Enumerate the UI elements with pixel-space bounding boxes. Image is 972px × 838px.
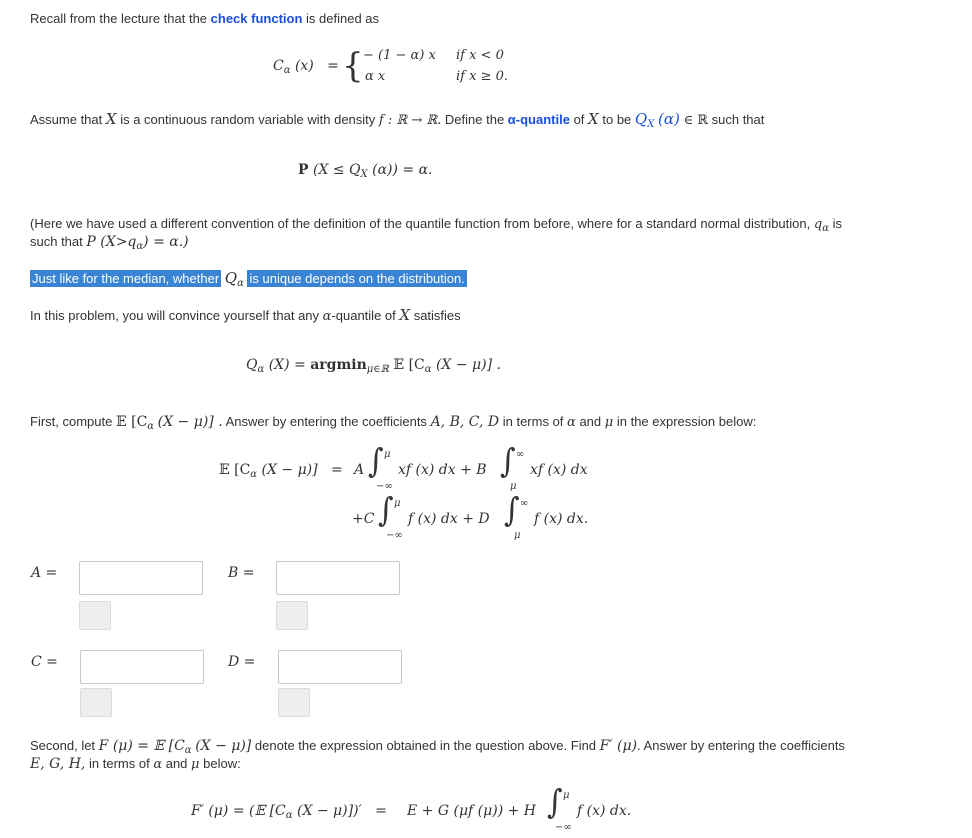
convention-note: (Here we have used a different convention of the definition of the quantile function from before, where for a standard normal distribution, $q_\alpha$ is [30,216,842,234]
label-B: B = [228,565,255,581]
argmin-eq: $Q_\alpha$ (X) = argmin$_{\mu\in ℝ}$ 𝔼 [$C_\alpha$ (X − μ)] . [246,357,501,375]
case1-cond: if x < 0 [456,48,504,63]
expectation-lhs: 𝔼 [$C_\alpha$ (X − μ)] = [219,462,343,480]
term3: f (x) dx + D [408,511,490,527]
second-instruction-line2: E, G, H, in terms of α and μ below: [30,756,241,772]
int3-lower: −∞ [386,530,403,541]
derivative-lhs: F′ (μ) = (𝔼 [$C_\alpha$ (X − μ)])′ = [191,803,387,821]
preview-B-button[interactable] [276,601,308,630]
integral-sign-5: ∫ [547,783,563,822]
label-C: C = [31,654,58,670]
int4-lower: μ [514,530,521,541]
int2-upper: ∞ [516,449,525,460]
assume-text: Assume that X is a continuous random variable with density f : ℝ → ℝ. Define the α-quantile of X to be $Q_X$ (α) ∈ ℝ such that [30,110,765,130]
answer-B-input[interactable] [276,561,400,595]
int4-upper: ∞ [520,498,529,509]
term4: f (x) dx. [534,511,589,527]
integral-sign-3: ∫ [378,491,394,530]
label-A: A = [31,565,58,581]
convince-text: In this problem, you will convince yourself that any α-quantile of X satisfies [30,306,461,324]
check-function-lhs: $C_\alpha$ (x) = [273,58,339,76]
derivative-rhs-end: f (x) dx. [577,803,632,819]
answer-C-input[interactable] [80,650,204,684]
label-D: D = [228,654,256,670]
preview-A-button[interactable] [79,601,111,630]
integral-sign-2: ∫ [500,442,516,481]
answer-A-input[interactable] [79,561,203,595]
check-function-link[interactable]: check function [210,11,303,26]
derivative-rhs: E + G (μf (μ)) + H [407,803,537,819]
preview-D-button[interactable] [278,688,310,717]
coef-A: A [354,462,365,478]
answer-D-input[interactable] [278,650,402,684]
coef-C: +C [352,511,375,527]
int2-lower: μ [510,481,517,492]
case2-expr: α x [365,69,386,84]
intro-text: Recall from the lecture that the check function is defined as [30,11,380,26]
int1-upper: μ [384,449,391,460]
int1-lower: −∞ [376,481,393,492]
case2-cond: if x ≥ 0. [456,69,508,84]
case1-expr: − (1 − α) x [363,48,436,63]
int3-upper: μ [394,498,401,509]
term2: xf (x) dx [530,462,588,478]
int5-upper: μ [563,790,570,801]
alpha-quantile-link[interactable]: α-quantile [507,112,570,127]
int5-lower: −∞ [555,822,572,833]
term1: xf (x) dx + B [398,462,487,478]
quantile-prob-eq: P ($X \le Q_X$ (α)) = α. [298,162,433,180]
second-instruction: Second, let F (μ) = 𝔼 [$C_\alpha$ (X − μ)] denote the expression obtained in the question above. Find F′ (μ). Answer by entering the coefficients [30,738,845,756]
cases-brace: { [342,46,364,86]
integral-sign-4: ∫ [504,491,520,530]
first-instruction: First, compute 𝔼 [$C_\alpha$ (X − μ)] . Answer by entering the coefficients A, B, C, D in terms of α and μ in the expression below: [30,414,757,432]
convention-note-line2: such that P $(X>q_\alpha) = \alpha$.) [30,234,189,252]
integral-sign-1: ∫ [368,442,384,481]
preview-C-button[interactable] [80,688,112,717]
highlighted-selection: Just like for the median, whether $Q_\alpha$ is unique depends on the distribution. [32,269,465,289]
